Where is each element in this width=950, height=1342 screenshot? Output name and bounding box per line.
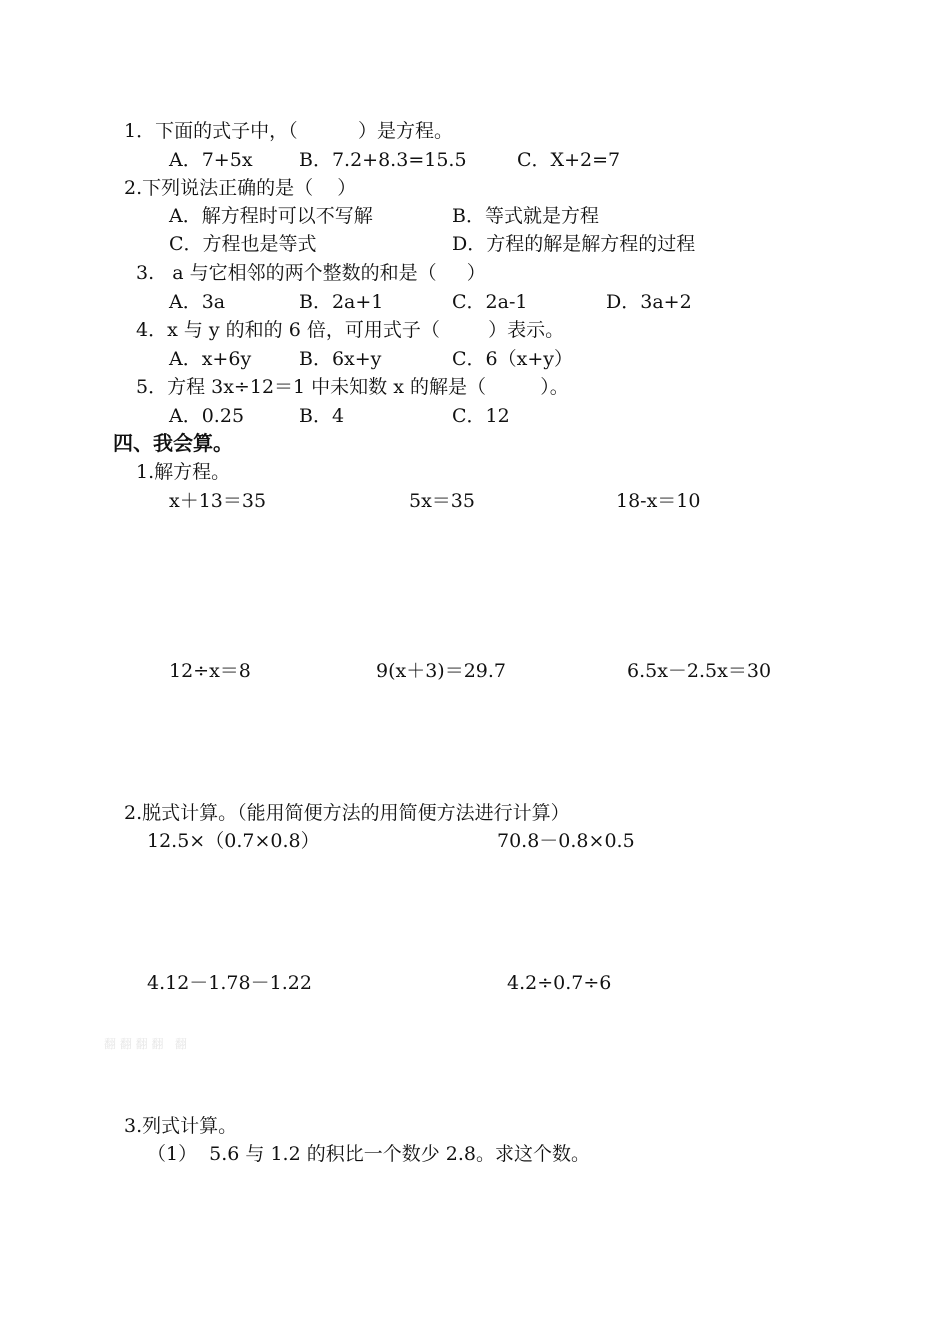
part-3-title: 3.列式计算。 bbox=[124, 1115, 238, 1137]
word-problem-1: （1） 5.6 与 1.2 的积比一个数少 2.8。求这个数。 bbox=[147, 1143, 590, 1165]
expression-3: 4.12－1.78－1.22 bbox=[147, 972, 312, 994]
question-1-option-c: C．X+2=7 bbox=[517, 149, 621, 171]
equation-6: 6.5x－2.5x＝30 bbox=[627, 660, 772, 682]
question-4-option-c: C．6（x+y） bbox=[452, 348, 573, 370]
question-3-option-a: A．3a bbox=[169, 291, 226, 313]
question-1-option-b: B．7.2+8.3=15.5 bbox=[299, 149, 467, 171]
question-3-stem: 3. a 与它相邻的两个整数的和是（ ） bbox=[136, 262, 486, 284]
faint-watermark: 翻 翻 翻 翻 翻 bbox=[104, 1037, 187, 1051]
question-4-option-a: A．x+6y bbox=[169, 348, 252, 370]
question-3-option-c: C．2a-1 bbox=[452, 291, 528, 313]
question-4-stem: 4．x 与 y 的和的 6 倍，可用式子（ ）表示。 bbox=[136, 319, 565, 341]
question-5-option-a: A．0.25 bbox=[169, 405, 245, 427]
question-2-option-c: C．方程也是等式 bbox=[169, 233, 317, 255]
expression-4: 4.2÷0.7÷6 bbox=[507, 972, 612, 994]
question-2-stem: 2.下列说法正确的是（ ） bbox=[124, 177, 357, 199]
equation-3: 18-x＝10 bbox=[616, 490, 701, 512]
question-2-option-a: A．解方程时可以不写解 bbox=[169, 205, 373, 227]
equation-1: x＋13＝35 bbox=[169, 490, 267, 512]
question-2-option-d: D．方程的解是解方程的过程 bbox=[452, 233, 696, 255]
question-3-option-d: D．3a+2 bbox=[606, 291, 692, 313]
equation-4: 12÷x＝8 bbox=[169, 660, 251, 682]
part-2-title: 2.脱式计算。（能用简便方法的用简便方法进行计算） bbox=[124, 802, 570, 824]
expression-2: 70.8－0.8×0.5 bbox=[497, 830, 635, 852]
expression-1: 12.5×（0.7×0.8） bbox=[147, 830, 320, 852]
section-4-title: 四、我会算。 bbox=[113, 431, 233, 455]
question-5-stem: 5．方程 3x÷12＝1 中未知数 x 的解是（ ）。 bbox=[136, 376, 569, 398]
question-1-option-a: A．7+5x bbox=[169, 149, 253, 171]
question-2-option-b: B．等式就是方程 bbox=[452, 205, 599, 227]
question-1-stem: 1．下面的式子中，（ ）是方程。 bbox=[124, 120, 453, 142]
equation-2: 5x＝35 bbox=[409, 490, 475, 512]
question-3-option-b: B．2a+1 bbox=[299, 291, 384, 313]
equation-5: 9(x＋3)＝29.7 bbox=[376, 660, 507, 682]
question-4-option-b: B．6x+y bbox=[299, 348, 382, 370]
question-5-option-b: B．4 bbox=[299, 405, 345, 427]
question-5-option-c: C．12 bbox=[452, 405, 510, 427]
part-1-title: 1.解方程。 bbox=[136, 461, 231, 483]
